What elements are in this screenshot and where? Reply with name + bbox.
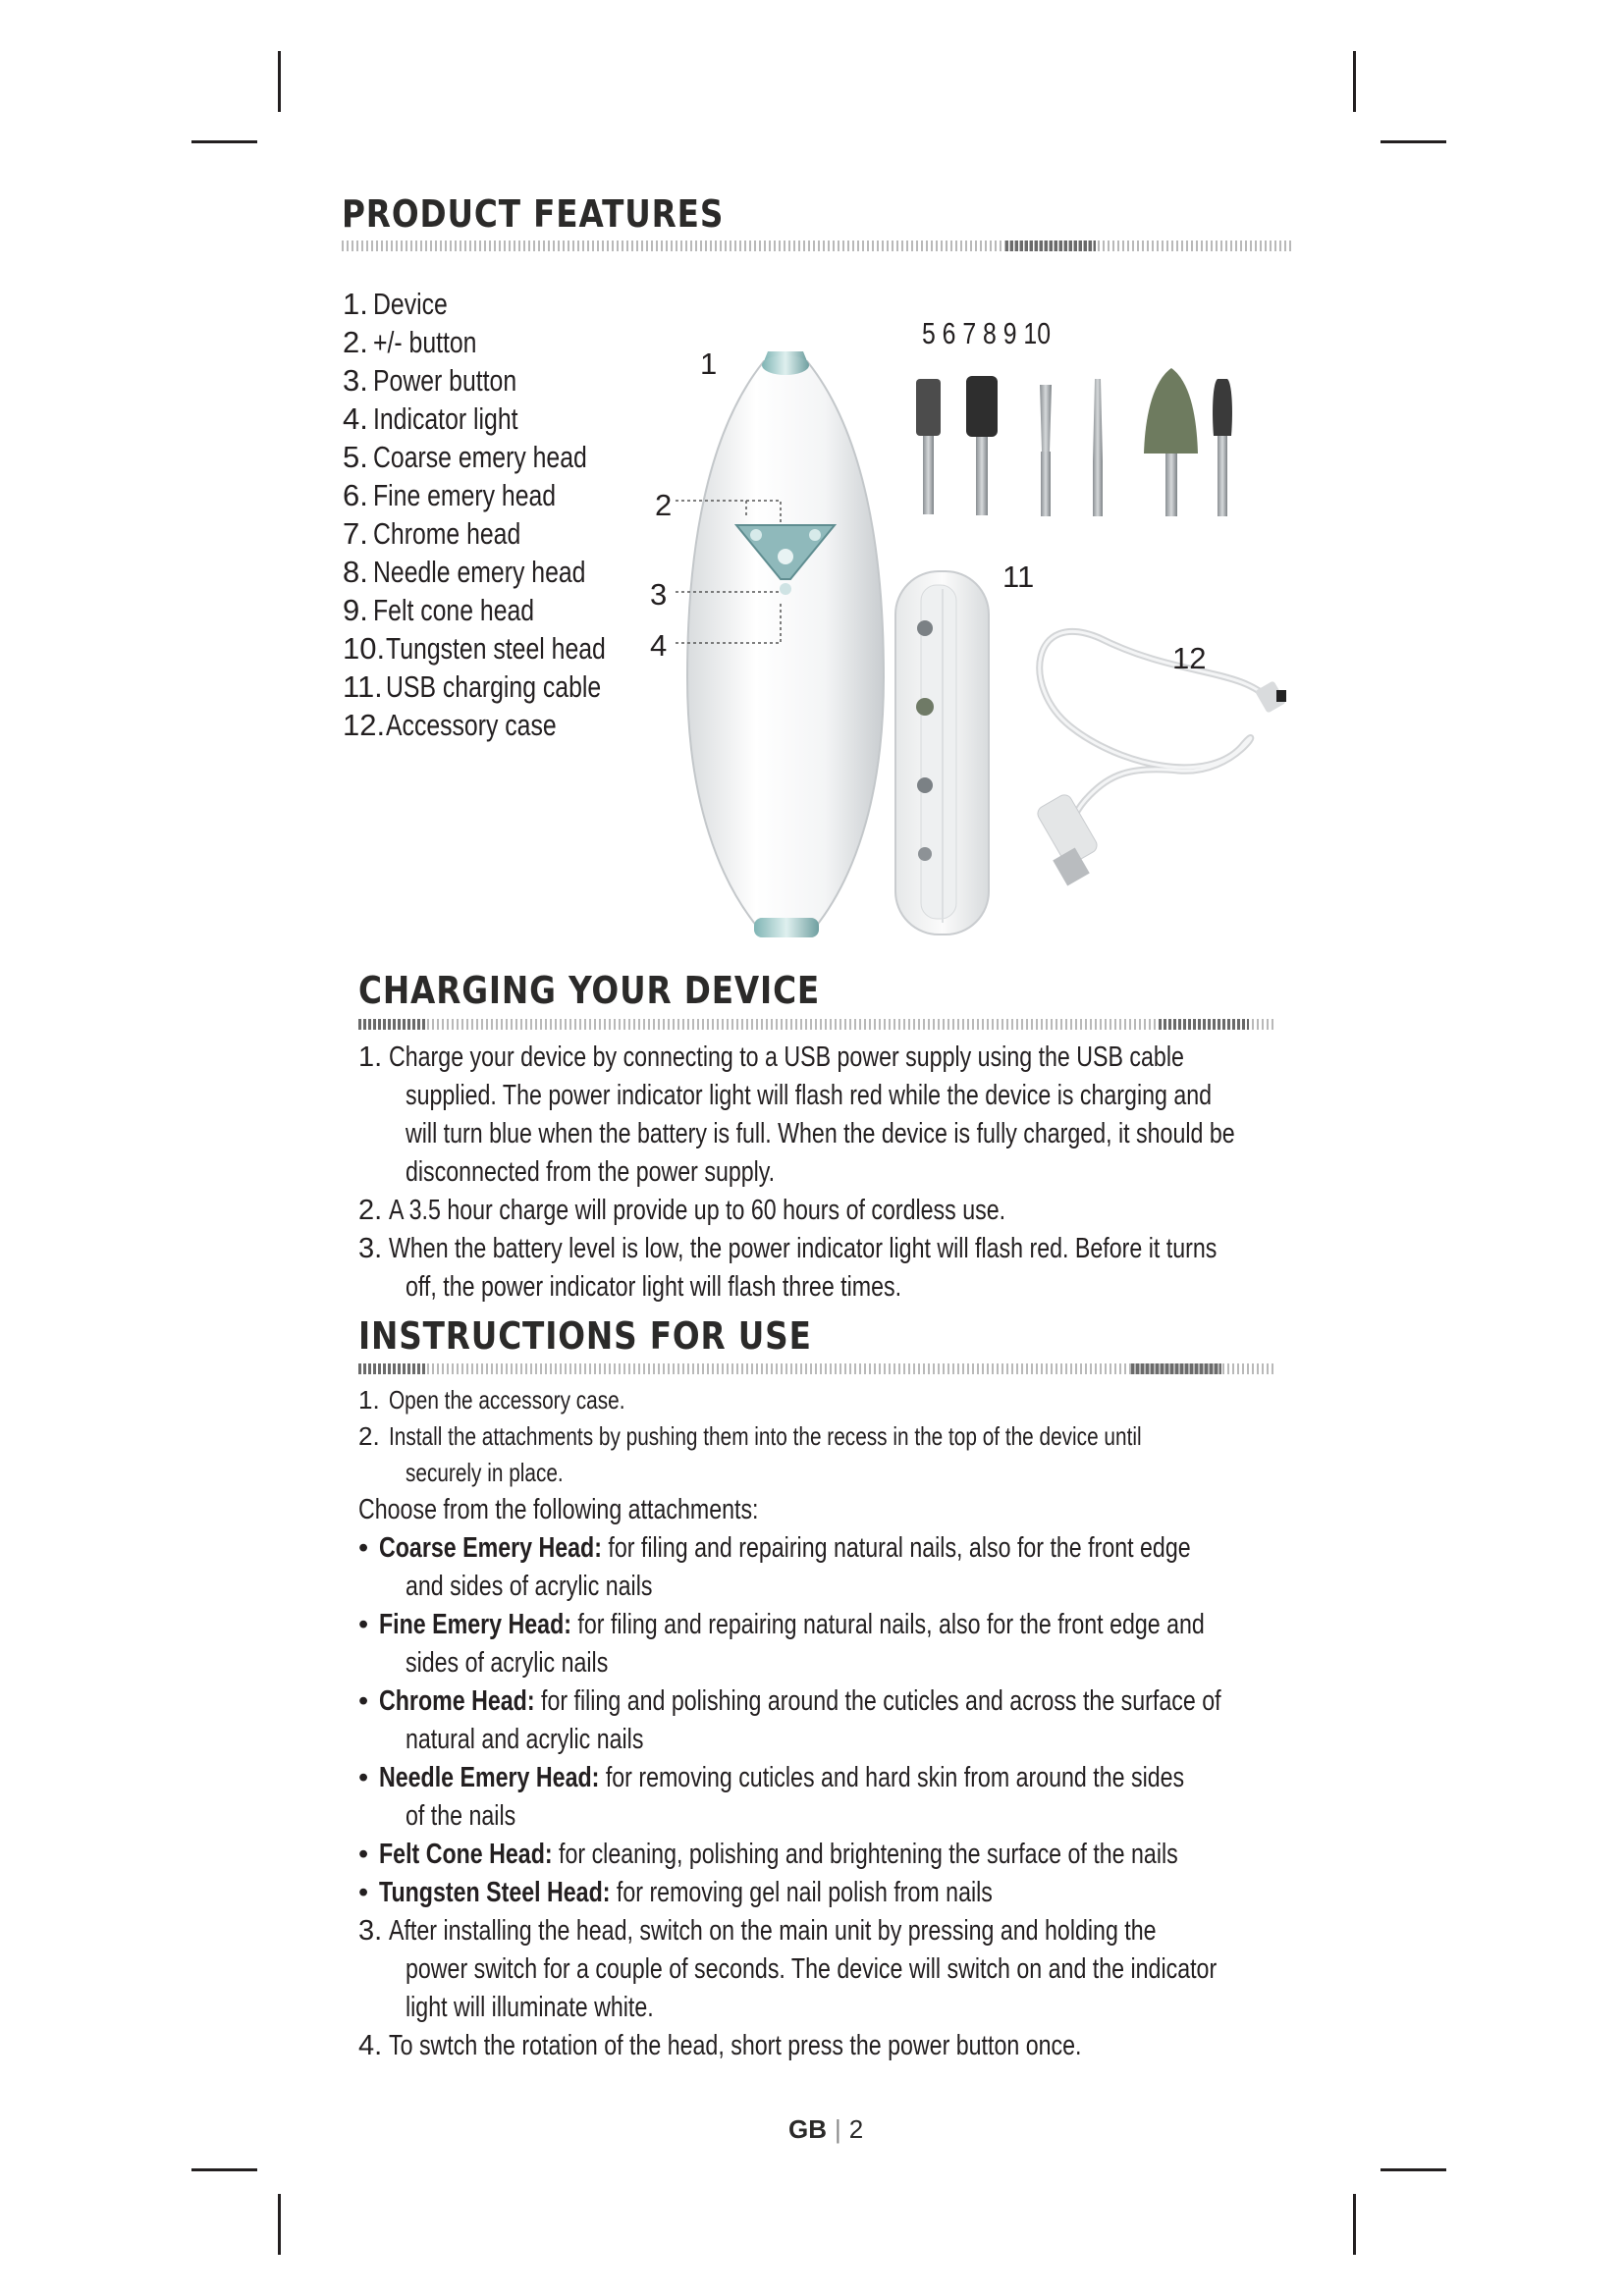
list-item: 2. A 3.5 hour charge will provide up to 60 hours of cordless use.	[358, 1195, 1006, 1226]
section-heading-instructions: INSTRUCTIONS FOR USE	[358, 1314, 812, 1358]
callout-label: 1	[700, 347, 718, 381]
attachment-item: • Tungsten Steel Head: for removing gel nail polish from nails	[358, 1877, 993, 1908]
accessory-case	[895, 571, 989, 934]
page-number: 2	[848, 2114, 864, 2144]
callout-label: 11	[1002, 560, 1035, 594]
crop-mark	[1353, 51, 1356, 112]
section-heading-charging: CHARGING YOUR DEVICE	[358, 969, 821, 1012]
crop-mark	[1353, 2194, 1356, 2255]
list-item: 2. Install the attachments by pushing them into the recess in the top of the device until securely in place.	[358, 1421, 1142, 1487]
charging-steps	[358, 1039, 1301, 1307]
callout-label: 4	[650, 628, 668, 663]
crop-mark	[1380, 2168, 1446, 2171]
attachment-heads	[916, 368, 1232, 516]
attachments-intro: Choose from the following attachments:	[358, 1494, 759, 1525]
callout-label: 2	[655, 488, 673, 522]
attachment-item: • Chrome Head: for filing and polishing around the cuticles and across the surface of natural and acrylic nails	[358, 1685, 1221, 1755]
callout-label-heads: 5 6 7 8 9 10	[922, 316, 1051, 350]
attachment-item: • Coarse Emery Head: for filing and repairing natural nails, also for the front edge and sides of acrylic nails	[358, 1532, 1191, 1602]
heading-rule	[358, 1363, 1276, 1374]
page-footer	[788, 2114, 863, 2145]
instruction-steps	[358, 1382, 1301, 2065]
list-item: 4. To swtch the rotation of the head, short press the power button once.	[358, 2030, 1082, 2061]
crop-mark	[191, 140, 257, 143]
language-code: GB	[788, 2114, 827, 2144]
crop-mark	[278, 51, 281, 112]
heading-rule	[358, 1019, 1276, 1030]
product-illustration	[638, 334, 1326, 962]
footer-separator: |	[835, 2114, 841, 2144]
crop-mark	[191, 2168, 257, 2171]
crop-mark	[278, 2194, 281, 2255]
callout-label: 12	[1172, 641, 1207, 675]
list-item: 1. Open the accessory case.	[358, 1385, 625, 1415]
list-item: 3. After installing the head, switch on the main unit by pressing and holding the power switch for a couple of seconds. The device will switch on and the indicator light will illuminate white.	[358, 1915, 1218, 2023]
list-item: 1. Charge your device by connecting to a USB power supply using the USB cable supplied. The power indicator light will flash red while the device is charging and will turn blue when the battery is full. When the device is fully charged, it should be disconnected from the power supply.	[358, 1041, 1235, 1188]
list-item: 3. When the battery level is low, the power indicator light will flash red. Before it turns off, the power indicator light will flash three times.	[358, 1233, 1218, 1303]
attachment-item: • Felt Cone Head: for cleaning, polishing and brightening the surface of the nails	[358, 1839, 1178, 1870]
usb-cable	[1035, 631, 1286, 885]
device-body	[687, 351, 884, 937]
attachment-item: • Needle Emery Head: for removing cuticles and hard skin from around the sides of the nails	[358, 1762, 1185, 1832]
crop-mark	[1380, 140, 1446, 143]
heading-rule	[342, 240, 1294, 251]
callout-label: 3	[650, 577, 668, 612]
section-heading-product-features: PRODUCT FEATURES	[342, 192, 725, 236]
attachment-item: • Fine Emery Head: for filing and repairing natural nails, also for the front edge and sides of acrylic nails	[358, 1609, 1205, 1679]
